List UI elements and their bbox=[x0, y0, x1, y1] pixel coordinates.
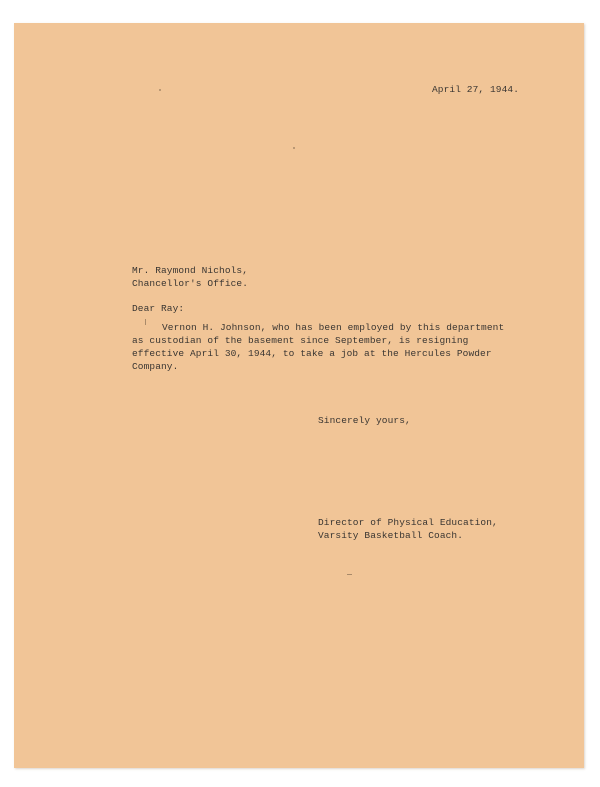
body-line: Company. bbox=[132, 361, 179, 372]
salutation: Dear Ray: bbox=[132, 303, 185, 314]
body-line: Vernon H. Johnson, who has been employed by this department bbox=[162, 322, 505, 333]
paper-speck bbox=[159, 89, 161, 91]
signature-title: Varsity Basketball Coach. bbox=[318, 530, 464, 541]
recipient-office: Chancellor's Office. bbox=[132, 278, 249, 289]
paper-speck bbox=[145, 319, 146, 325]
paper-speck bbox=[293, 147, 295, 149]
body-line: as custodian of the basement since September, is resigning bbox=[132, 335, 469, 346]
paper-speck bbox=[347, 574, 352, 575]
body-line: effective April 30, 1944, to take a job at the Hercules Powder bbox=[132, 348, 492, 359]
letter-paper bbox=[14, 23, 584, 768]
closing: Sincerely yours, bbox=[318, 415, 411, 426]
letter-date: April 27, 1944. bbox=[432, 84, 520, 95]
signature-title: Director of Physical Education, bbox=[318, 517, 498, 528]
recipient-name: Mr. Raymond Nichols, bbox=[132, 265, 249, 276]
